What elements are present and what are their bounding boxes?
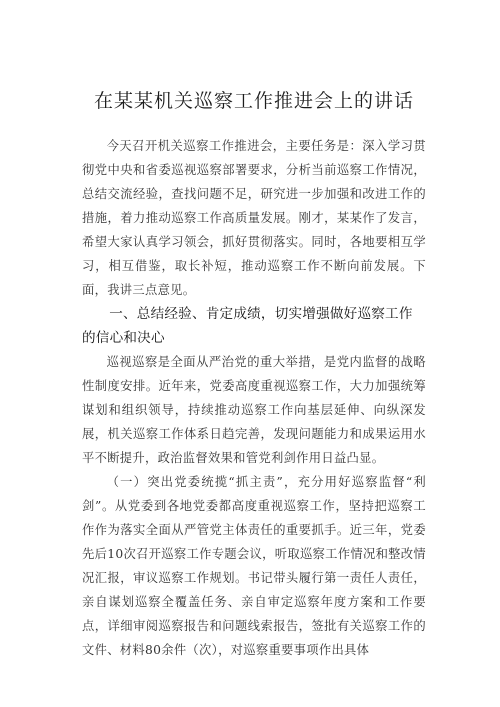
intro-paragraph: 今天召开机关巡察工作推进会，主要任务是：深入学习贯彻党中央和省委巡视巡察部署要求，分析当前巡察工作情况，总结交流经验，查找问题不足，研究进一步加强和改进工作的措施，着力推动巡察工作高质量发展。刚才，某某作了发言，希望大家认真学习领会，抓好贯彻落实。同时，各地要相互学习，相互借鉴，取长补短，推动巡察工作不断向前发展。下面，我讲三点意见。 (82, 139, 426, 297)
section-heading: 一、总结经验、肯定成绩，切实增强做好巡察工作的信心和决心 (82, 306, 413, 346)
subsection-paragraph: （一）突出党委统揽“抓主责”，充分用好巡察监督“利剑”。从党委到各地党委都高度重视巡察工作，坚持把巡察工作作为落实全面从严管党主体责任的重要抓手。近三年，党委先后10次召开巡察工作专题会议，听取巡察工作情况和整改情况汇报，审议巡察工作规划。书记带头履行第一责任人责任，亲自谋划巡察全覆盖任务、亲自审定巡察年度方案和工作要点，详细审阅巡察报告和问题线索报告，签批有关巡察工作的文件、材料80余件（次），对巡察重要事项作出具体 (82, 475, 426, 657)
document-title: 在某某机关巡察工作推进会上的讲话 (93, 90, 414, 112)
section-paragraph: 巡视巡察是全面从严治党的重大举措，是党内监督的战略性制度安排。近年来，党委高度重视巡察工作，大力加强统筹谋划和组织领导，持续推动巡察工作向基层延伸、向纵深发展，机关巡察工作体系日趋完善，发现问题能力和成果运用水平不断提升，政治监督效果和管党利剑作用日益凸显。 (82, 355, 426, 465)
